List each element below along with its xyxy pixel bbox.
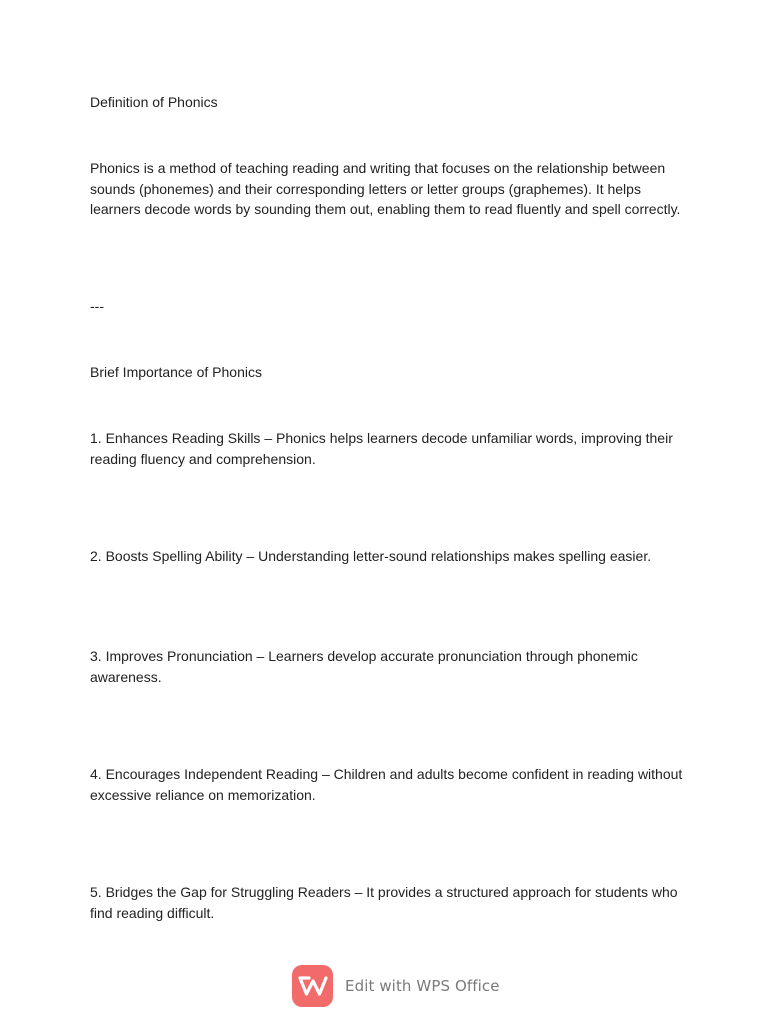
importance-item-4: 4. Encourages Independent Reading – Children and adults become confident in reading without excessive reliance on memorization.	[90, 766, 683, 803]
wps-logo-glyph-icon	[298, 975, 328, 997]
importance-item-3: 3. Improves Pronunciation – Learners develop accurate pronunciation through phonemic awareness.	[90, 648, 638, 685]
definition-paragraph: Phonics is a method of teaching reading and writing that focuses on the relationship between sounds (phonemes) and their corresponding letters or letter groups (graphemes). It helps learners decode words by sounding them out, enabling them to read fluently and spell correctly.	[90, 160, 681, 217]
edit-with-wps-office-link[interactable]	[292, 965, 500, 1007]
importance-heading: Brief Importance of Phonics	[90, 364, 262, 380]
section-separator: ---	[90, 298, 104, 314]
importance-item-1: 1. Enhances Reading Skills – Phonics helps learners decode unfamiliar words, improving their reading fluency and comprehension.	[90, 430, 673, 467]
importance-item-5: 5. Bridges the Gap for Struggling Readers – It provides a structured approach for students who find reading difficult.	[90, 884, 678, 921]
edit-with-wps-label: Edit with WPS Office	[345, 977, 500, 995]
wps-office-logo-icon	[292, 965, 333, 1007]
definition-heading: Definition of Phonics	[90, 94, 218, 110]
importance-item-2: 2. Boosts Spelling Ability – Understanding letter-sound relationships makes spelling easier.	[90, 548, 652, 564]
